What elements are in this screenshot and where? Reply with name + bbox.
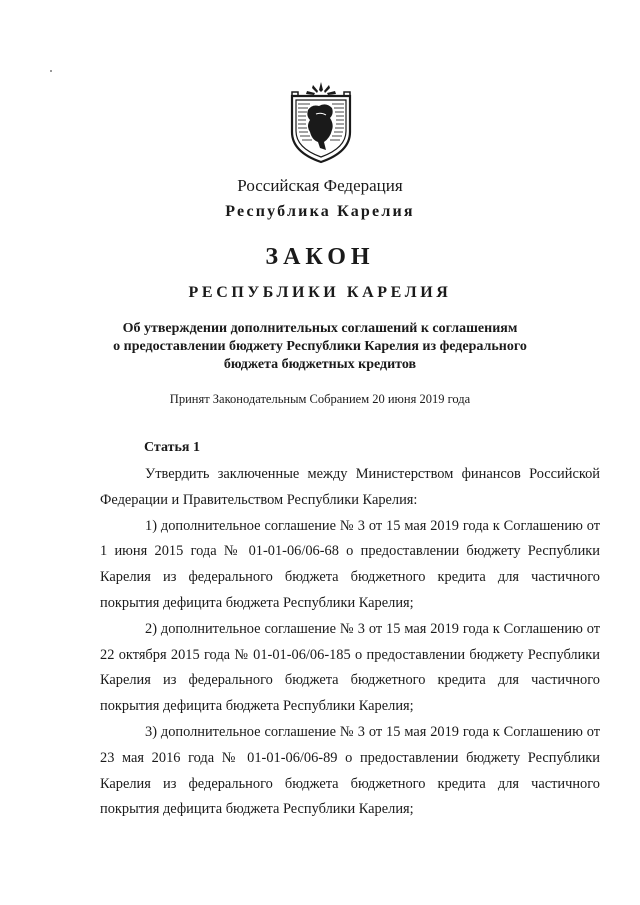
article-body: [100, 462, 600, 823]
article-paragraph: 2) дополнительное соглашение № 3 от 15 мая 2019 года к Соглашению от 22 октября 2015 года № 01-01-06/06-185 о предоставлении бюджету Республики Карелия из федерального бюджета бюджетного кредита для частичного покрытия дефицита бюджета Республики Карелия;: [100, 620, 600, 715]
scan-mark: [50, 70, 52, 72]
republic-name: Республика Карелия: [225, 203, 415, 220]
article-paragraph: 1) дополнительное соглашение № 3 от 15 мая 2019 года к Соглашению от 1 июня 2015 года № 01-01-06/06-68 о предоставлении бюджету Республики Карелия из федерального бюджета бюджетного кредита для частичного покрытия дефицита бюджета Республики Карелия;: [100, 517, 600, 611]
law-heading: ЗАКОН: [265, 244, 375, 270]
law-title-line: Об утверждении дополнительных соглашений к соглашениям: [122, 321, 518, 336]
article-paragraph: 3) дополнительное соглашение № 3 от 15 мая 2019 года к Соглашению от 23 мая 2016 года № 01-01-06/06-89 о предоставлении бюджету Республики Карелия из федерального бюджета бюджетного кредита для частичного покрытия дефицита бюджета Республики Карелия;: [100, 723, 600, 818]
article-paragraph: Утвердить заключенные между Министерством финансов Российской Федерации и Правительством Республики Карелия:: [100, 466, 600, 508]
law-title: [0, 320, 640, 374]
coat-of-arms-icon: [286, 80, 356, 164]
article-heading: Статья 1: [144, 440, 200, 455]
law-title-line: о предоставлении бюджету Республики Карелия из федерального: [113, 339, 527, 354]
law-title-line: бюджета бюджетных кредитов: [223, 357, 417, 372]
law-subheading: РЕСПУБЛИКИ КАРЕЛИЯ: [188, 284, 452, 301]
adoption-note: Принят Законодательным Собранием 20 июня 2019 года: [169, 392, 471, 406]
country-name: Российская Федерация: [237, 176, 403, 195]
